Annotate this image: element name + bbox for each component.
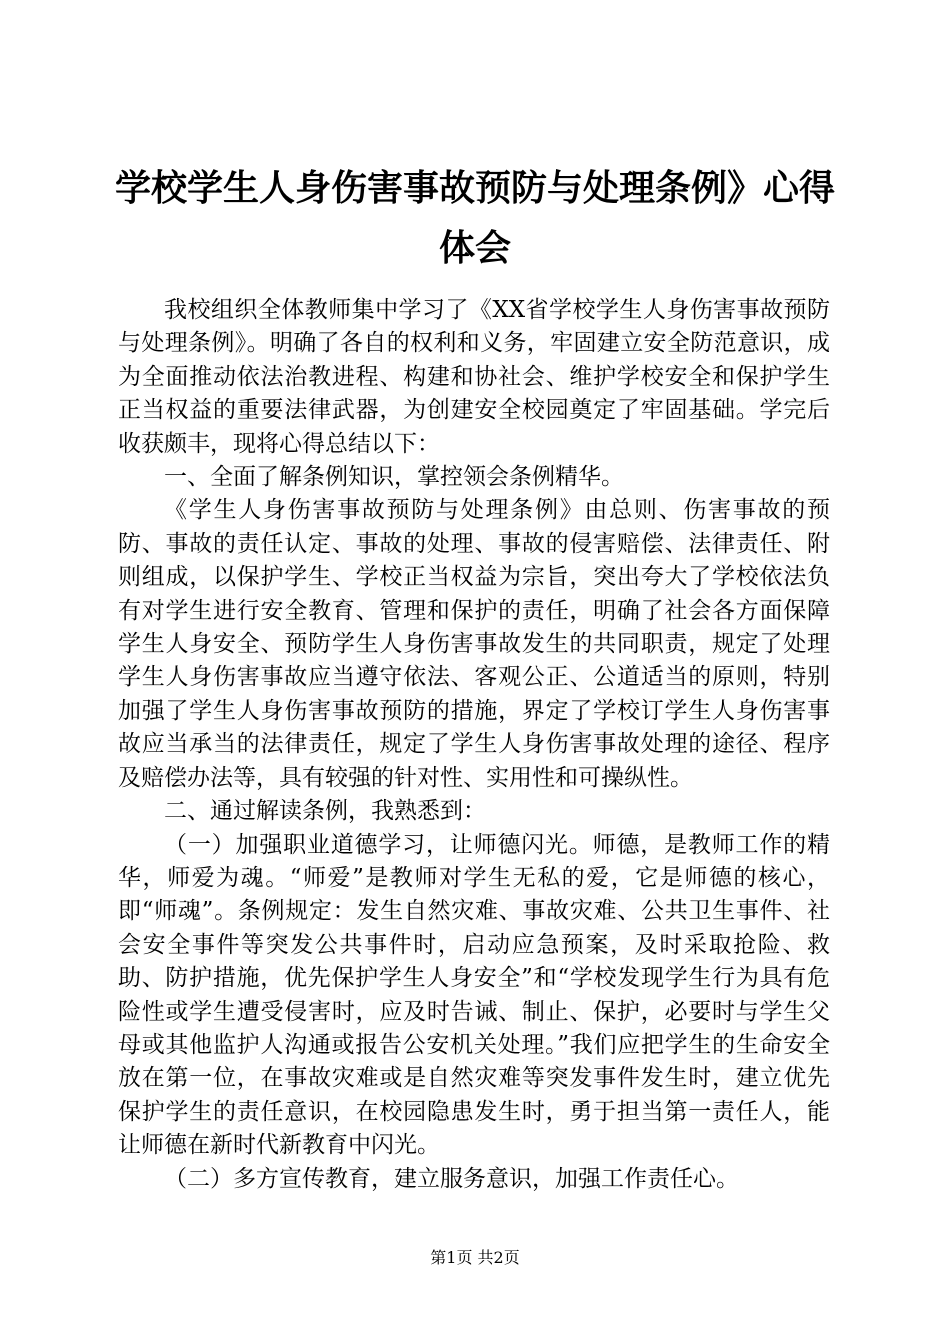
page-number-footer: 第1页 共2页 [430, 1248, 520, 1267]
paragraph-regulation-summary: 《学生人身伤害事故预防与处理条例》由总则、伤害事故的预防、事故的责任认定、事故的处理、事故的侵害赔偿、法律责任、附则组成，以保护学生、学校正当权益为宗旨，突出夸大了学校依法负有对学生进行安全教育、管理和保护的责任，明确了社会各方面保障学生人身安全、预防学生人身伤害事故发生的共同职责，规定了处理学生人身伤害事故应当遵守依法、客观公正、公道适当的原则，特别加强了学生人身伤害事故预防的措施，界定了学校订学生人身伤害事故应当承当的法律责任，规定了学生人身伤害事故处理的途径、程序及赔偿办法等，具有较强的针对性、实用性和可操纵性。 [118, 497, 830, 791]
heading-section-1: 一、全面了解条例知识，掌控领会条例精华。 [164, 464, 624, 491]
document-title: 学校学生人身伤害事故预防与处理条例》心得体会 [114, 167, 835, 269]
document-body [118, 294, 830, 1196]
paragraph-publicity-education: （二）多方宣传教育，建立服务意识，加强工作责任心。 [164, 1165, 739, 1192]
heading-section-2: 二、通过解读条例，我熟悉到： [164, 798, 486, 825]
paragraph-intro: 我校组织全体教师集中学习了《XX省学校学生人身伤害事故预防与处理条例》。明确了各自的权利和义务，牢固建立安全防范意识，成为全面推动依法治教进程、构建和协社会、维护学校安全和保护学生正当权益的重要法律武器，为创建安全校园奠定了牢固基础。学完后收获颇丰，现将心得总结以下： [118, 297, 830, 457]
paragraph-teacher-ethics: （一）加强职业道德学习，让师德闪光。师德，是教师工作的精华，师爱为魂。“师爱”是教师对学生无私的爱，它是师德的核心，即“师魂”。条例规定：发生自然灾难、事故灾难、公共卫生事件、社会安全事件等突发公共事件时，启动应急预案，及时采取抢险、救助、防护措施，优先保护学生人身安全”和“学校发现学生行为具有危险性或学生遭受侵害时，应及时告诫、制止、保护，必要时与学生父母或其他监护人沟通或报告公安机关处理。”我们应把学生的生命安全放在第一位，在事故灾难或是自然灾难等突发事件发生时，建立优先保护学生的责任意识，在校园隐患发生时，勇于担当第一责任人，能让师德在新时代新教育中闪光。 [118, 831, 830, 1159]
